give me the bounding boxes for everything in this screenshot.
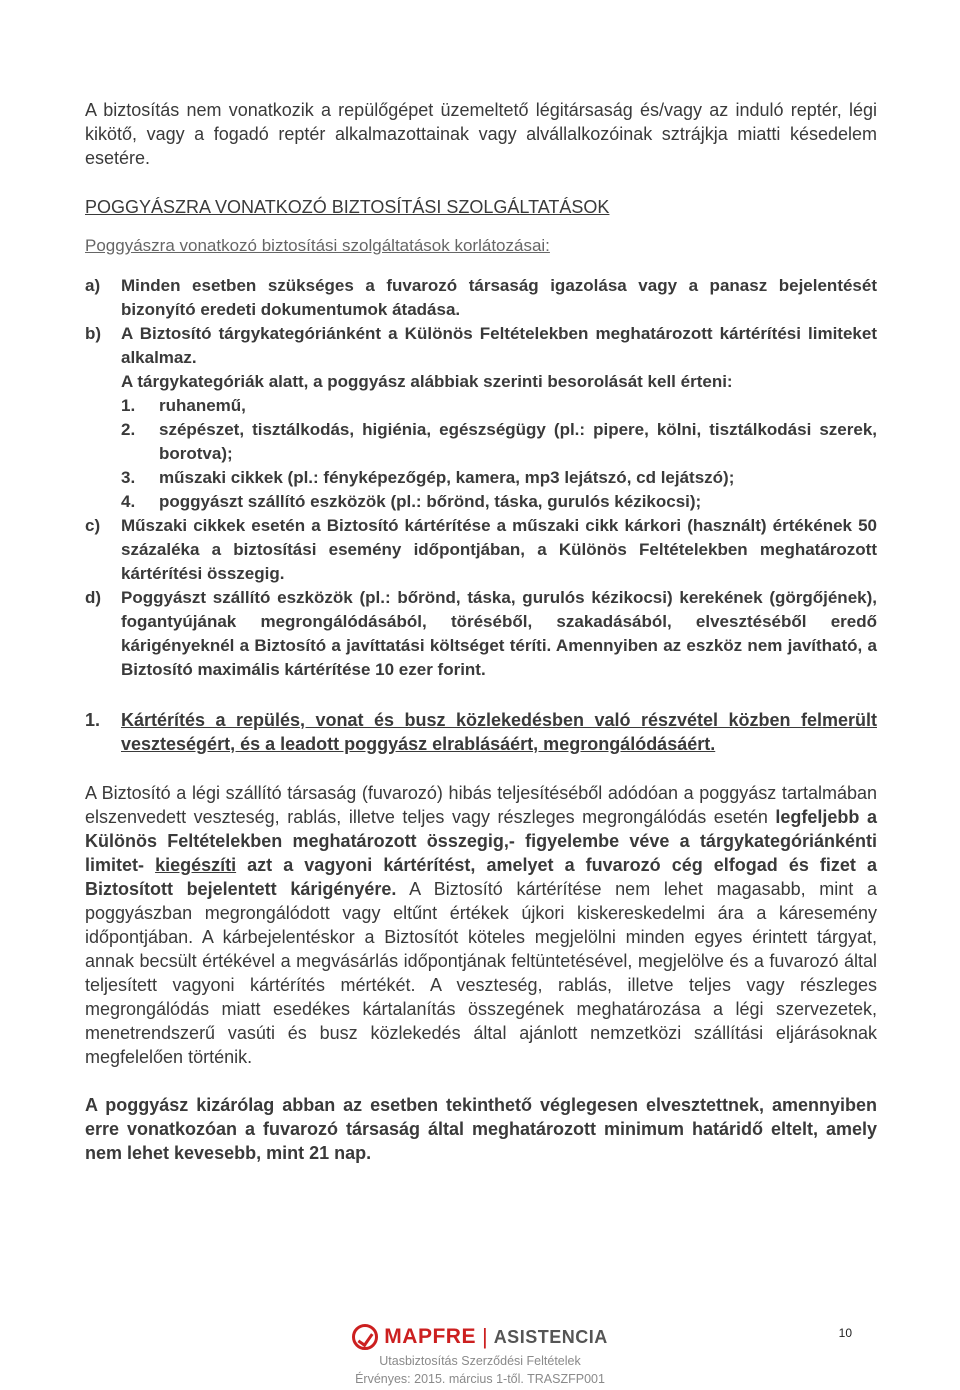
item-c-text: Műszaki cikkek esetén a Biztosító kártérítése a műszaki cikk kárkori (használt) értékének 50 százaléka a biztosítási esemény időpontjában, a Különös Feltételekben meghatározott kártérítési összegig. [121, 516, 877, 583]
limitations-title: Poggyászra vonatkozó biztosítási szolgáltatások korlátozásai: [85, 236, 550, 255]
subsection-number: 1. [85, 710, 101, 730]
item-d-text: Poggyászt szállító eszközök (pl.: bőrönd, táska, gurulós kézikocsi) kerekének (görgőjének), fogantyújának megrongálódásából, töréséből, szakadásából, elvesztéséből eredő kárigényeknél a Biztosító a javíttatási költséget téríti. Amennyiben az eszköz nem javítható, a Biztosító maximális kártérítése 10 ezer forint. [121, 588, 877, 679]
item-d [85, 586, 877, 682]
document-body [85, 98, 877, 1165]
brand-separator-icon: | [481, 1324, 488, 1349]
item-b-label: b) [85, 324, 102, 343]
item-b-sub-intro: A tárgykategóriák alatt, a poggyász alábbiak szerinti besorolását kell érteni: [121, 372, 733, 391]
final-paragraph: A poggyász kizárólag abban az esetben tekinthető véglegesen elvesztettnek, amennyiben erre vonatkozóan a fuvarozó társaság által meghatározott minimum határidő eltelt, amely nem lehet kevesebb, mint 21 nap. [85, 1095, 877, 1163]
brand-name: MAPFRE [384, 1325, 476, 1348]
mapfre-logo-icon [352, 1324, 378, 1350]
item-c [85, 514, 877, 586]
intro-paragraph: A biztosítás nem vonatkozik a repülőgépet üzemeltető légitársaság és/vagy az induló reptér, légi kikötő, vagy a fogadó reptér alkalmazottainak vagy alvállalkozóinak sztrájkja miatti késedelem esetére. [85, 100, 877, 168]
subsection-heading [85, 708, 877, 756]
main-paragraph: A Biztosító a légi szállító társaság (fuvarozó) hibás teljesítéséből adódóan a poggyász tartalmában elszenvedett veszteség, rablás, illetve teljes vagy részleges megrongálódás esetén legfeljebb a Különös Feltételekben meghatározott összegig,- figyelembe véve a tárgykategóriánkénti limitet- kiegészíti azt a vagyoni kártérítést, amelyet a fuvarozó cég elfogad és fizet a Biztosított bejelentett kárigényére. A Biztosító kártérítése nem lehet magasabb, mint a poggyászban megrongálódott vagy eltűnt értékek újkori kiskereskedelmi ára a káresemény időpontjában. A kárbejelentéskor a Biztosítót köteles megjelölni minden egyes érintett tárgyat, annak becsült értékével a megvásárlás időpontjának feltüntetésével, megjelölve és a fuvarozó által teljesített vagyoni kártérítés mértékét. A veszteség, rablás, illetve teljes vagy részleges megrongálódás miatt esedékes kártalanítás összegének meghatározása a légi szervezetek, menetrendszerű vasúti és busz közlekedés által ajánlott nemzetközi szállítási eljárásoknak megfelelően történik. [85, 783, 877, 1067]
item-a [85, 274, 877, 322]
footer-validity: Érvényes: 2015. március 1-től. TRASZFP001 [355, 1372, 605, 1386]
section-title: POGGYÁSZRA VONATKOZÓ BIZTOSÍTÁSI SZOLGÁLTATÁSOK [85, 197, 610, 217]
item-a-label: a) [85, 276, 101, 295]
item-d-label: d) [85, 588, 102, 607]
category-item: 2. szépészet, tisztálkodás, higiénia, egészségügy (pl.: pipere, kölni, tisztálkodási szerek, borotva); [121, 420, 877, 463]
mapfre-logo [0, 1322, 960, 1352]
page-footer [0, 1322, 960, 1388]
brand-secondary: ASISTENCIA [493, 1326, 608, 1347]
item-a-text: Minden esetben szükséges a fuvarozó társaság igazolása vagy a panasz bejelentését bizonyító eredeti dokumentumok átadása. [121, 276, 877, 319]
page-number: 10 [838, 1326, 852, 1340]
subsection-title: Kártérítés a repülés, vonat és busz közlekedésben való részvétel közben felmerült veszteségért, és a leadott poggyász elrablásáért, megrongálódásáért. [121, 710, 877, 754]
category-item: 4. poggyászt szállító eszközök (pl.: bőrönd, táska, gurulós kézikocsi); [121, 492, 702, 511]
footer-doc-title: Utasbiztosítás Szerződési Feltételek [379, 1354, 581, 1368]
category-item: 3. műszaki cikkek (pl.: fényképezőgép, kamera, mp3 lejátszó, cd lejátszó); [121, 468, 735, 487]
item-b-text: A Biztosító tárgykategóriánként a Különös Feltételekben meghatározott kártérítési limiteket alkalmaz. [121, 324, 877, 367]
category-item: 1. ruhanemű, [121, 396, 246, 415]
item-c-label: c) [85, 516, 101, 535]
item-b [85, 322, 877, 514]
